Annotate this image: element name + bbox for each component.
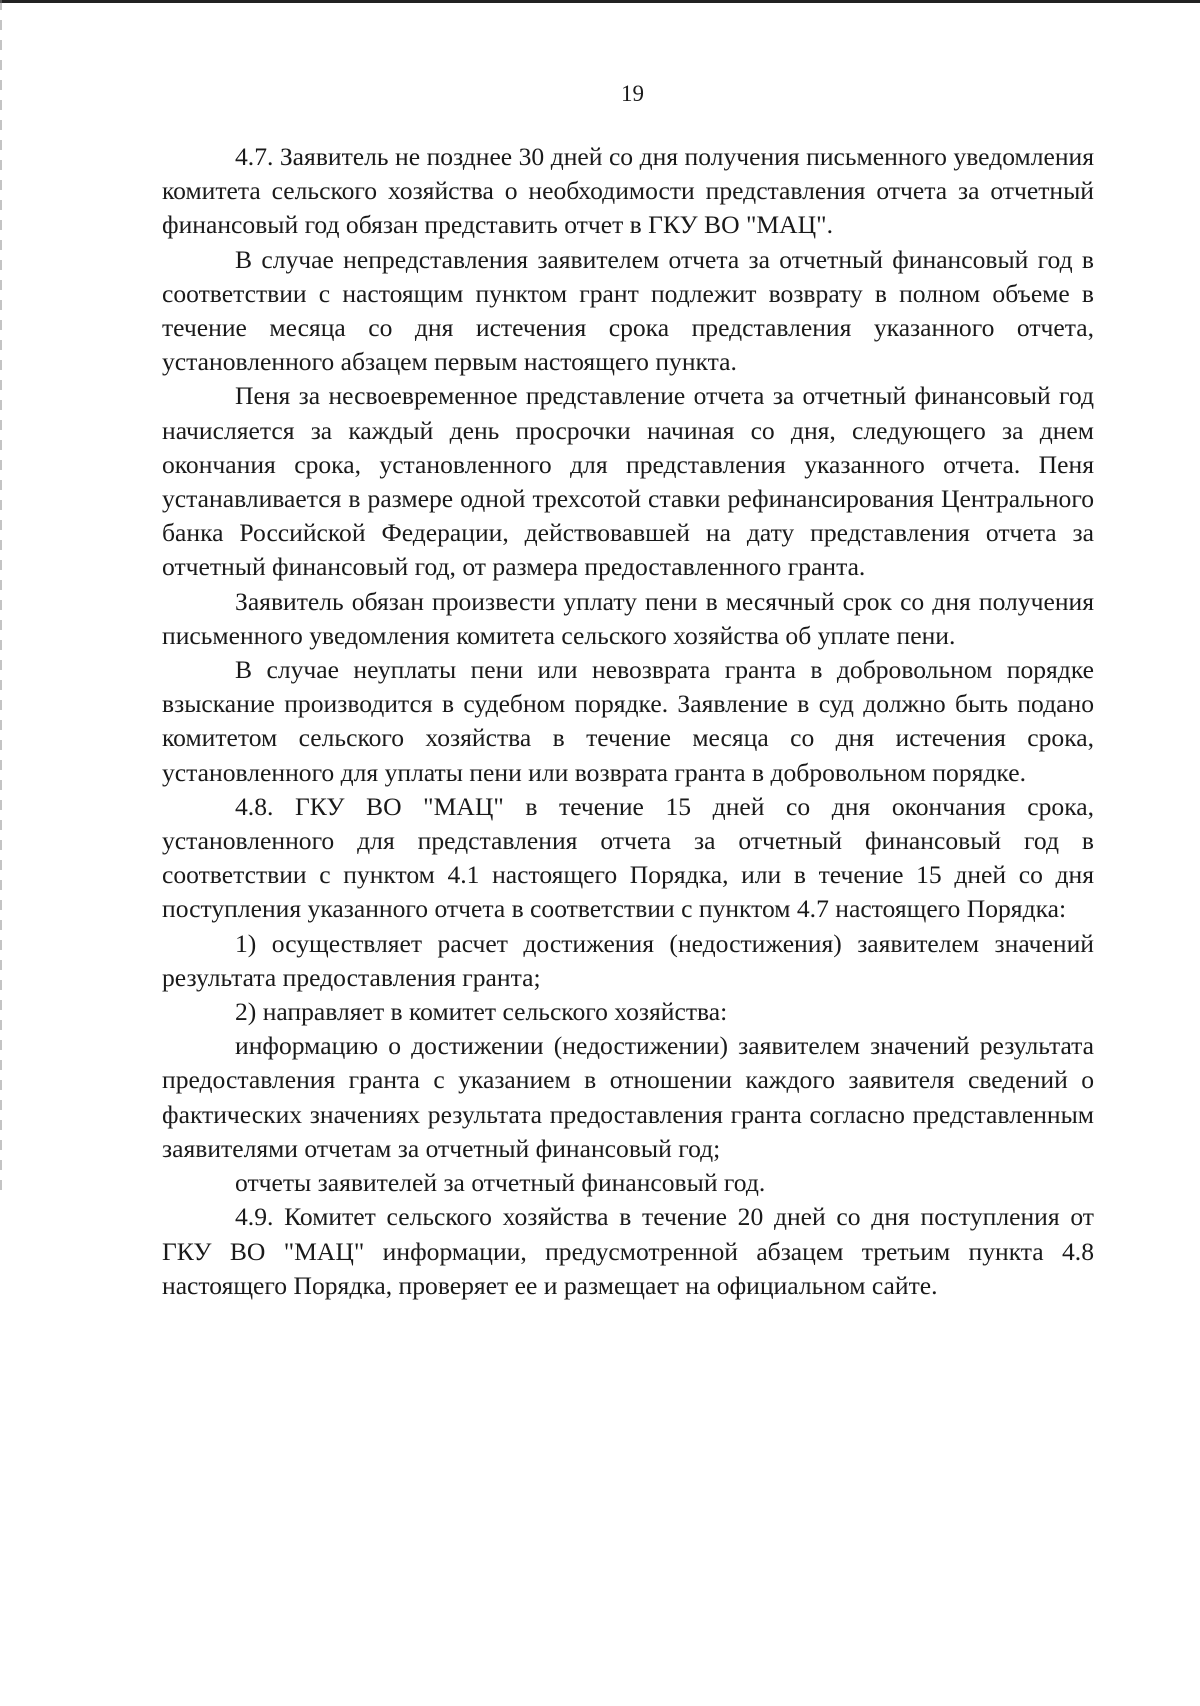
- document-body: [162, 140, 1094, 1303]
- paragraph-4-8-item-2: 2) направляет в комитет сельского хозяйства:: [235, 997, 728, 1027]
- paragraph-court-recovery: В случае неуплаты пени или невозврата гранта в добровольном порядке взыскание производится в судебном порядке. Заявление в суд должно быть подано комитетом сельского хозяйства в течение месяца со дня истечения срока, установленного для уплаты пени или возврата гранта в добровольном порядке.: [162, 655, 1094, 787]
- paragraph-penalty-payment: Заявитель обязан произвести уплату пени в месячный срок со дня получения письменного уведомления комитета сельского хозяйства об уплате пени.: [162, 586, 1094, 650]
- paragraph-4-8-item-1: 1) осуществляет расчет достижения (недостижения) заявителем значений результата предоставления гранта;: [162, 928, 1094, 992]
- scan-top-edge: [0, 0, 1200, 3]
- scan-left-edge: [0, 0, 2, 1200]
- paragraph-penalty: Пеня за несвоевременное представление отчета за отчетный финансовый год начисляется за каждый день просрочки начиная со дня, следующего за днем окончания срока, установленного для представления указанного отчета. Пеня устанавливается в размере одной трехсотой ставки рефинансирования Центрального банка Российской Федерации, действовавшей на дату представления отчета за отчетный финансовый год, от размера предоставленного гранта.: [162, 381, 1094, 582]
- paragraph-4-8: 4.8. ГКУ ВО "МАЦ" в течение 15 дней со дня окончания срока, установленного для представления отчета за отчетный финансовый год в соответствии с пунктом 4.1 настоящего Порядка, или в течение 15 дней со дня поступления указанного отчета в соответствии с пунктом 4.7 настоящего Порядка:: [162, 791, 1094, 924]
- paragraph-information: информацию о достижении (недостижении) заявителем значений результата предоставления гранта с указанием в отношении каждого заявителя сведений о фактических значениях результата предоставления гранта согласно представленным заявителями отчетам за отчетный финансовый год;: [162, 1031, 1094, 1163]
- paragraph-nonsubmission: В случае непредставления заявителем отчета за отчетный финансовый год в соответствии с настоящим пунктом грант подлежит возврату в полном объеме в течение месяца со дня истечения срока представления указанного отчета, установленного абзацем первым настоящего пункта.: [162, 244, 1094, 377]
- paragraph-4-9: 4.9. Комитет сельского хозяйства в течение 20 дней со дня поступления от ГКУ ВО "МАЦ" информации, предусмотренной абзацем третьим пункта 4.8 настоящего Порядка, проверяет ее и размещает на официальном сайте.: [162, 1202, 1094, 1300]
- paragraph-reports: отчеты заявителей за отчетный финансовый год.: [235, 1168, 766, 1198]
- page-number: 19: [621, 81, 644, 106]
- paragraph-4-7: 4.7. Заявитель не позднее 30 дней со дня получения письменного уведомления комитета сельского хозяйства о необходимости представления отчета за отчетный финансовый год обязан представить отчет в ГКУ ВО "МАЦ".: [162, 142, 1094, 240]
